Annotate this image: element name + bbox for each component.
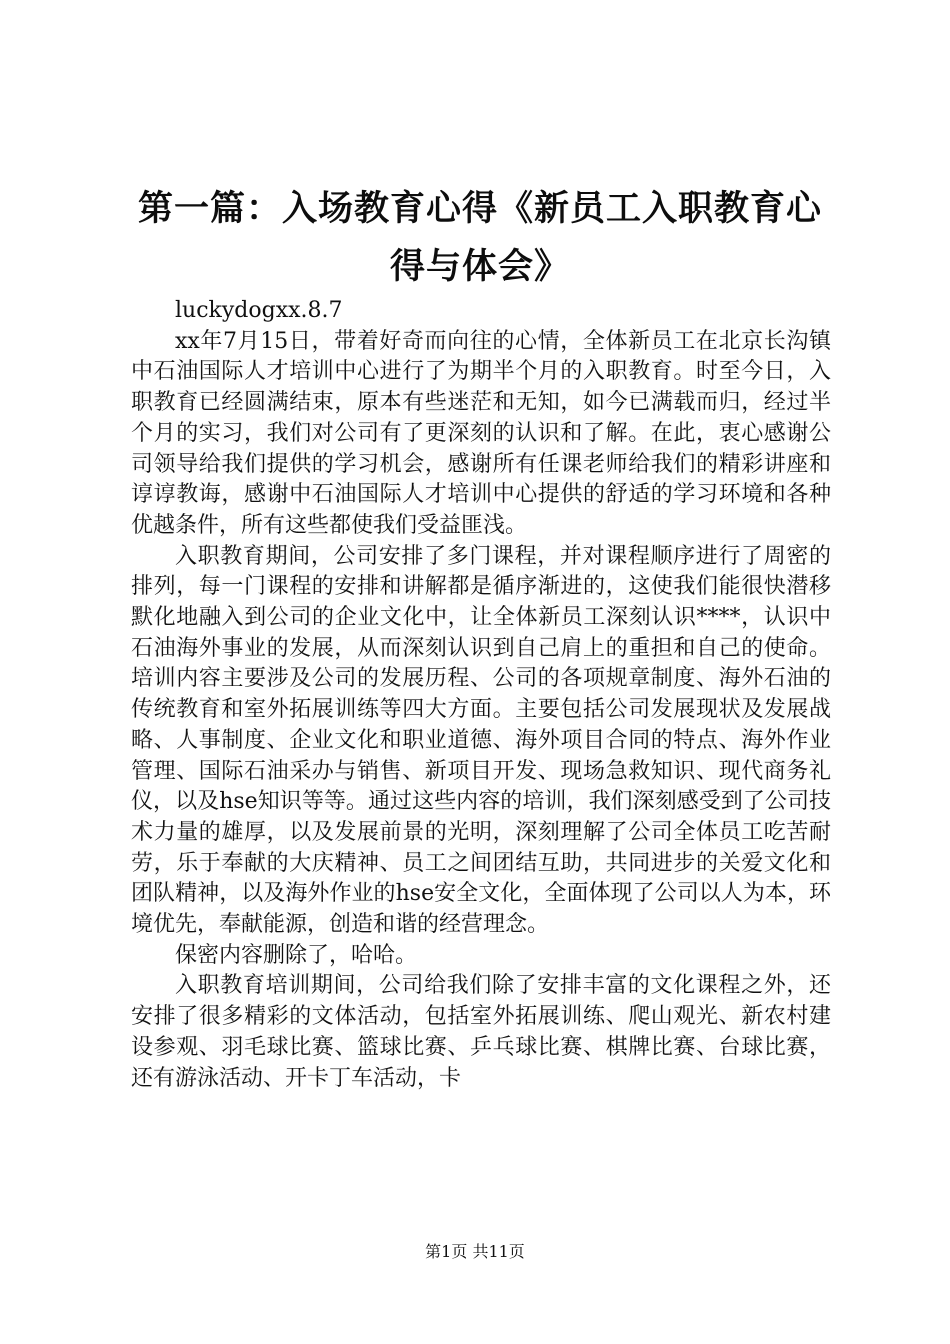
paragraph-confidential-note: 保密内容删除了，哈哈。 bbox=[175, 942, 418, 968]
paragraph-courses: 入职教育期间，公司安排了多门课程，并对课程顺序进行了周密的排列，每一门课程的安排和讲解都是循序渐进的，这使我们能很快潜移默化地融入到公司的企业文化中，让全体新员工深刻认识****，认识中石油海外事业的发展，从而深刻认识到自己肩上的重担和自己的使命。培训内容主要涉及公司的发展历程、公司的各项规章制度、海外石油的传统教育和室外拓展训练等四大方面。主要包括公司发展现状及发展战略、人事制度、企业文化和职业道德、海外项目合同的特点、海外作业管理、国际石油采办与销售、新项目开发、现场急救知识、现代商务礼仪，以及hse知识等等。通过这些内容的培训，我们深刻感受到了公司技术力量的雄厚，以及发展前景的光明，深刻理解了公司全体员工吃苦耐劳，乐于奉献的大庆精神、员工之间团结互助，共同进步的关爱文化和团队精神，以及海外作业的hse安全文化，全面体现了公司以人为本，环境优先，奉献能源，创造和谐的经营理念。 bbox=[131, 543, 831, 938]
document-title: 第一篇：入场教育心得《新员工入职教育心得与体会》 bbox=[137, 189, 822, 287]
paragraph-activities: 入职教育培训期间，公司给我们除了安排丰富的文化课程之外，还安排了很多精彩的文体活动，包括室外拓展训练、爬山观光、新农村建设参观、羽毛球比赛、篮球比赛、乒乓球比赛、棋牌比赛、台球比赛，还有游泳活动、开卡丁车活动，卡 bbox=[131, 973, 831, 1091]
paragraph-author-date: luckydogxx.8.7 bbox=[175, 298, 343, 323]
page-number-footer: 第1页 共11页 bbox=[425, 1242, 525, 1261]
document-body bbox=[131, 296, 831, 1094]
paragraph-intro: xx年7月15日，带着好奇而向往的心情，全体新员工在北京长沟镇中石油国际人才培训中心进行了为期半个月的入职教育。时至今日，入职教育已经圆满结束，原本有些迷茫和无知，如今已满载而归，经过半个月的实习，我们对公司有了更深刻的认识和了解。在此，衷心感谢公司领导给我们提供的学习机会，感谢所有任课老师给我们的精彩讲座和谆谆教诲，感谢中石油国际人才培训中心提供的舒适的学习环境和各种优越条件，所有这些都使我们受益匪浅。 bbox=[131, 328, 831, 538]
